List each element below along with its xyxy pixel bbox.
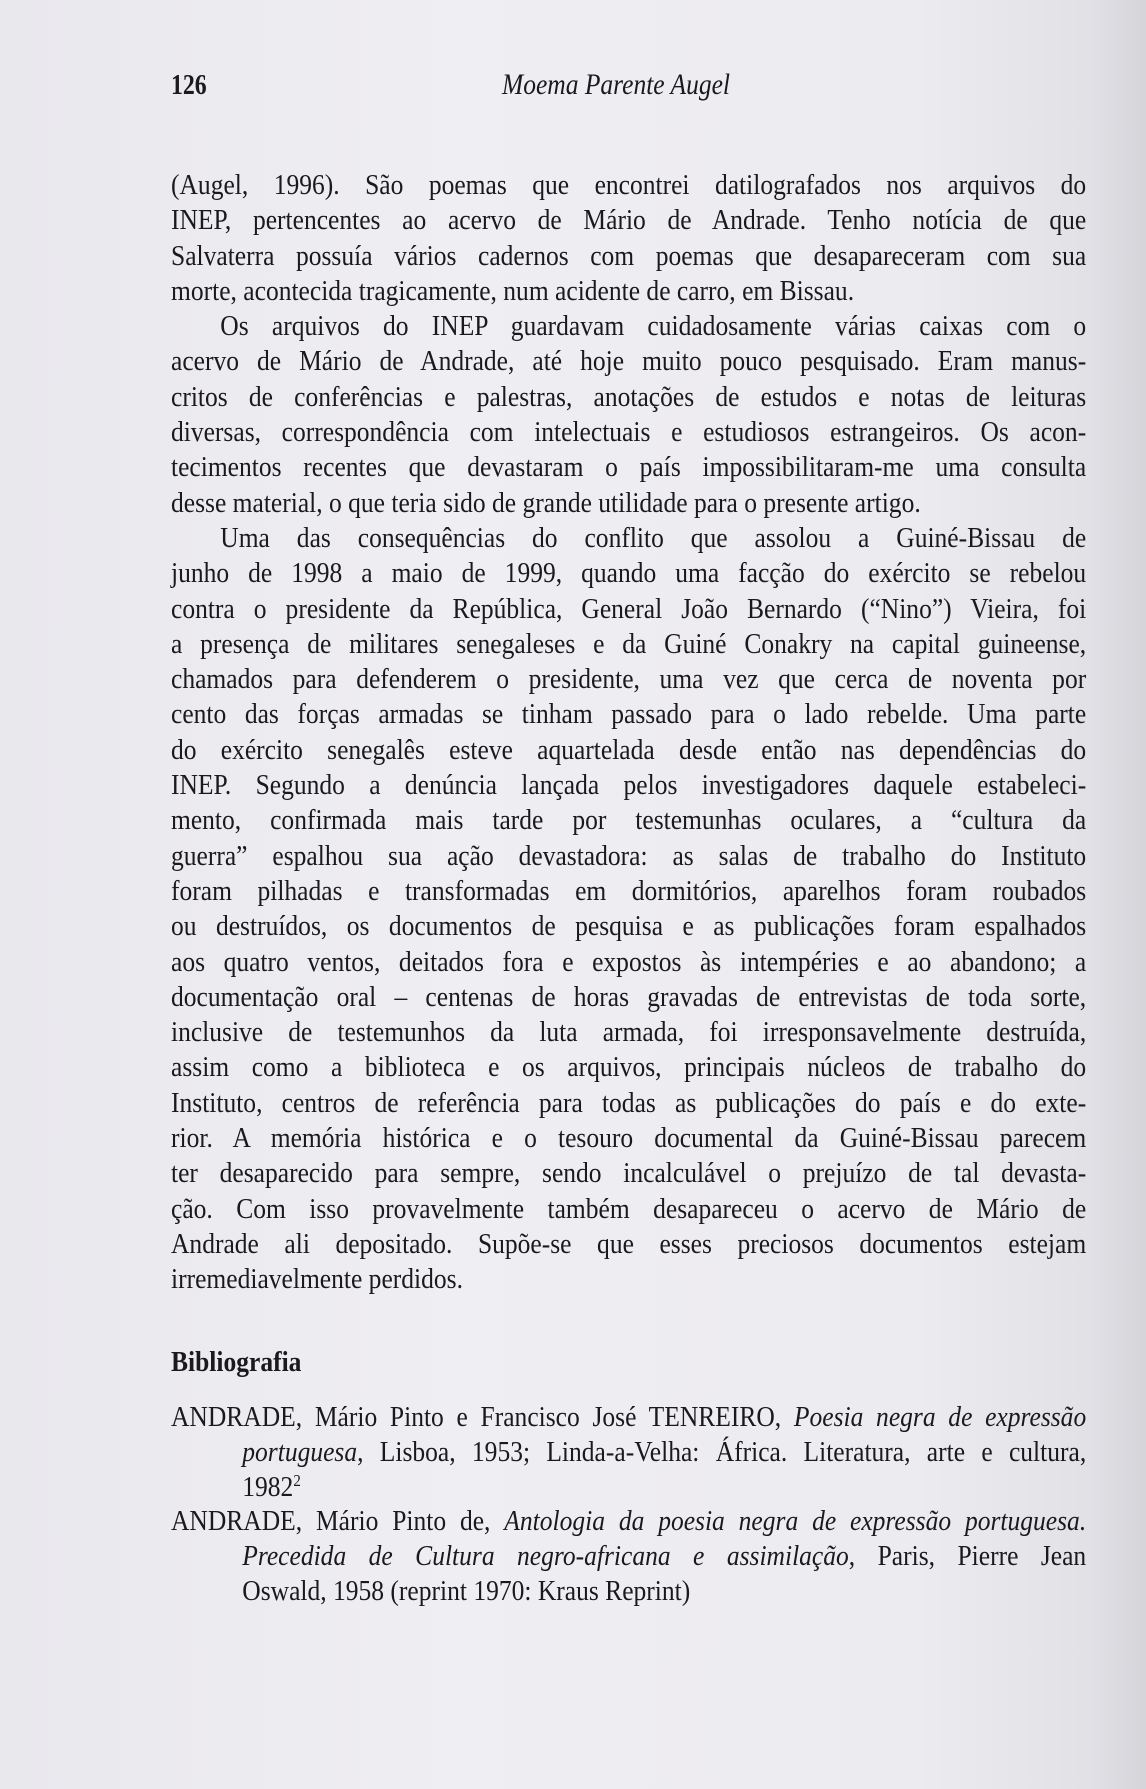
text-line: tecimentos recentes que devastaram o país impossibilitaram-me uma consulta [171,451,1087,484]
text-line: Andrade ali depositado. Supõe-se que esses preciosos documentos estejam [171,1227,1087,1260]
bibliography-line [171,1470,1086,1505]
bibliography-list [171,1400,1086,1609]
bibliography-entry [171,1400,1086,1504]
text-line: guerra” espalhou sua ação devastadora: as salas de trabalho do Instituto [171,839,1087,872]
text-line: do exército senegalês esteve aquartelada desde então nas dependências do [171,733,1087,766]
text-line: Os arquivos do INEP guardavam cuidadosamente várias caixas com o [220,310,1087,343]
citation-text: Oswald, 1958 (reprint 1970: Kraus Reprint) [242,1574,691,1607]
title-italic: Poesia negra de expressão [793,1401,1087,1433]
text-line: contra o presidente da República, General João Bernardo (“Nino”) Vieira, foi [171,592,1087,625]
paragraph [171,168,1086,309]
text-line: cento das forças armadas se tinham passado para o lado rebelde. Uma parte [171,698,1087,731]
text-line: inclusive de testemunhos da luta armada, foi irresponsavelmente destruída, [171,1016,1087,1049]
text-line: INEP, pertencentes ao acervo de Mário de Andrade. Tenho notícia de que [171,204,1087,237]
body-text [171,168,1086,1298]
bibliography-entry [171,1504,1086,1608]
text-line: junho de 1998 a maio de 1999, quando uma facção do exército se rebelou [171,557,1087,590]
bibliography-heading: Bibliografia [171,1346,302,1378]
text-line: Salvaterra possuía vários cadernos com poemas que desapareceram com sua [171,239,1087,272]
text-line: rior. A memória histórica e o tesouro documental da Guiné-Bissau parecem [171,1122,1087,1155]
text-line: aos quatro ventos, deitados fora e expostos às intempéries e ao abandono; a [171,945,1087,978]
bibliography-line [171,1539,1086,1574]
bibliography-line [171,1435,1086,1470]
text-line: chamados para defenderem o presidente, uma vez que cerca de noventa por [171,663,1087,696]
text-line: (Augel, 1996). São poemas que encontrei datilografados nos arquivos do [171,169,1087,201]
footnote-marker: 2 [293,1470,301,1490]
text-line: assim como a biblioteca e os arquivos, principais núcleos de trabalho do [171,1051,1087,1084]
running-title: Moema Parente Augel [502,68,731,101]
bibliography-line [171,1574,1086,1609]
text-line: diversas, correspondência com intelectuais e estudiosos estrangeiros. Os acon- [171,416,1087,449]
text-line: Uma das consequências do conflito que assolou a Guiné-Bissau de [220,521,1087,554]
text-line: ou destruídos, os documentos de pesquisa e as publicações foram espalhados [171,910,1087,943]
bibliography-line [171,1504,1086,1539]
text-line: irremediavelmente perdidos. [171,1263,463,1296]
text-line: morte, acontecida tragicamente, num acidente de carro, em Bissau. [171,274,855,307]
paragraph [171,521,1086,1298]
bibliography-line [171,1400,1086,1435]
text-line: mento, confirmada mais tarde por testemunhas oculares, a “cultura da [171,804,1087,837]
text-line: a presença de militares senegaleses e da Guiné Conakry na capital guineense, [171,627,1087,660]
citation-text: , Lisboa, 1953; Linda-a-Velha: África. Literatura, arte e cultura, [357,1435,1087,1468]
citation-text: ANDRADE, Mário Pinto e Francisco José TENREIRO, [171,1401,794,1433]
text-line: Instituto, centros de referência para todas as publicações do país e do exte- [171,1086,1087,1119]
citation-text: 1982 [242,1470,294,1503]
text-line: desse material, o que teria sido de grande utilidade para o presente artigo. [171,486,921,519]
text-line: acervo de Mário de Andrade, até hoje muito pouco pesquisado. Eram manus- [171,345,1087,378]
text-line: INEP. Segundo a denúncia lançada pelos investigadores daquele estabeleci- [171,769,1087,802]
text-line: ter desaparecido para sempre, sendo incalculável o prejuízo de tal devasta- [171,1157,1087,1190]
paragraph [171,309,1086,521]
text-line: documentação oral – centenas de horas gravadas de entrevistas de toda sorte, [171,980,1087,1013]
citation-text: ANDRADE, Mário Pinto de, [171,1505,505,1538]
text-line: ção. Com isso provavelmente também desapareceu o acervo de Mário de [171,1192,1087,1225]
text-line: foram pilhadas e transformadas em dormitórios, aparelhos foram roubados [171,874,1087,907]
citation-text: , Paris, Pierre Jean [848,1540,1087,1573]
title-italic: Precedida de Cultura negro-africana e assimilação [242,1540,849,1573]
title-italic: portuguesa [242,1435,358,1468]
text-line: critos de conferências e palestras, anotações de estudos e notas de leituras [171,380,1087,413]
title-italic: Antologia da poesia negra de expressão portuguesa. [504,1505,1087,1538]
page-number: 126 [171,70,207,101]
